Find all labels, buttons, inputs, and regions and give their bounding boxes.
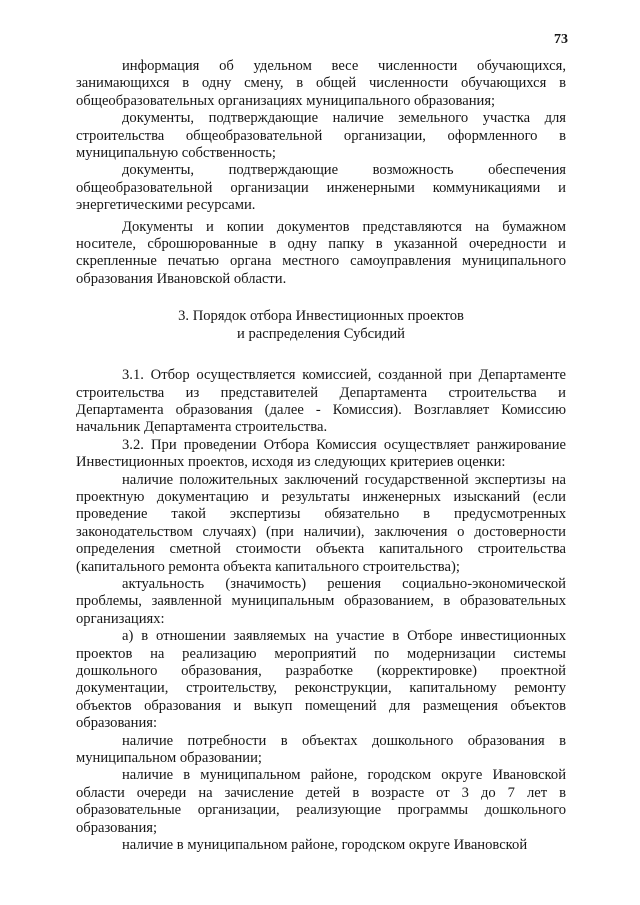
paragraph: наличие положительных заключений государственной экспертизы на проектную документацию и результаты инженерных изысканий (если проведение такой экспертизы обязательно в предусмотренных законодательством случаях) (при наличии), заключения о достоверности определения сметной стоимости объекта капитального строительства (капитального ремонта объекта капитального строительства);	[76, 471, 566, 575]
paragraph: документы, подтверждающие наличие земельного участка для строительства общеобразовательной организации, оформленного в муниципальную собственность;	[76, 110, 566, 162]
paragraph: наличие в муниципальном районе, городском округе Ивановской области очереди на зачисление детей в возрасте от 3 до 7 лет в образовательные организации, реализующие программы дошкольного образования;	[76, 767, 566, 836]
page-number: 73	[554, 32, 568, 47]
paragraph: Документы и копии документов представляются на бумажном носителе, сброшюрованные в одну папку в указанной очередности и скрепленные печатью органа местного самоуправления муниципального образования Ивановской области.	[76, 218, 566, 287]
paragraph: наличие в муниципальном районе, городском округе Ивановской	[122, 837, 528, 854]
section-heading-line-1: 3. Порядок отбора Инвестиционных проектов	[178, 308, 464, 325]
section-heading	[76, 308, 566, 343]
paragraph: 3.2. При проведении Отбора Комиссия осуществляет ранжирование Инвестиционных проектов, исходя из следующих критериев оценки:	[76, 436, 566, 471]
section-heading-line-2: и распределения Субсидий	[237, 325, 405, 342]
paragraph: а) в отношении заявляемых на участие в Отборе инвестиционных проектов на реализацию мероприятий по модернизации системы дошкольного образования, разработке (корректировке) проектной документации, строительству, реконструкции, капитальному ремонту объектов образования и выкуп помещений для размещения объектов образования:	[76, 628, 566, 732]
paragraph: актуальность (значимость) решения социально-экономической проблемы, заявленной муниципальным образованием, в образовательных организациях:	[76, 575, 566, 627]
document-body	[76, 58, 566, 854]
paragraph: 3.1. Отбор осуществляется комиссией, созданной при Департаменте строительства из представителей Департамента строительства и Департамента образования (далее - Комиссия). Возглавляет Комиссию начальник Департамента строительства.	[76, 367, 566, 436]
paragraph: документы, подтверждающие возможность обеспечения общеобразовательной организации инженерными коммуникациями и энергетическими ресурсами.	[76, 162, 566, 214]
paragraph: информация об удельном весе численности обучающихся, занимающихся в одну смену, в общей численности обучающихся в общеобразовательных организациях муниципального образования;	[76, 58, 566, 109]
paragraph: наличие потребности в объектах дошкольного образования в муниципальном образовании;	[76, 732, 566, 767]
